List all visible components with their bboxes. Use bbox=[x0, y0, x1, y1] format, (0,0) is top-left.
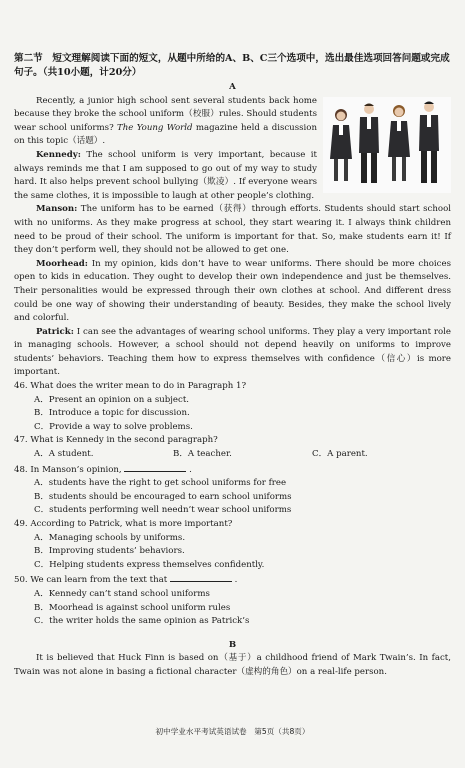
patrick-name: Patrick: bbox=[36, 326, 74, 337]
page-content bbox=[14, 52, 451, 680]
option-c[interactable]: C．A parent. bbox=[312, 449, 368, 460]
question-46 bbox=[14, 380, 451, 434]
passage-a-letter: A bbox=[229, 82, 236, 92]
kennedy-name: Kennedy: bbox=[36, 149, 81, 160]
option-b[interactable]: B．A teacher. bbox=[173, 449, 232, 460]
question-number: 46. bbox=[14, 381, 28, 392]
question-47 bbox=[14, 434, 451, 461]
question-number: 48. bbox=[14, 464, 28, 475]
option-c[interactable]: C．students performing well needn’t wear school uniforms bbox=[34, 505, 292, 516]
option-c[interactable]: C．the writer holds the same opinion as Patrick’s bbox=[34, 616, 250, 627]
section-heading bbox=[14, 52, 451, 80]
question-text-end: . bbox=[186, 464, 192, 475]
passage-b-letter: B bbox=[228, 639, 237, 650]
moorhead-text: In my opinion, kids don’t have to wear uniforms. There should be more choices open to kids in education. They ought to develop their own independence and just be themselves. Their personalities would be expressed through their own clothes at school. And different dress could be one way of showing their understanding of beauty. Besides, they make the school lively and colorful. bbox=[14, 258, 451, 324]
students-illustration bbox=[323, 97, 451, 193]
intro-part-1: Recently, a junior high school sent several students back home because they broke the school uniform（校服）rules. Should students wear school uniforms? bbox=[14, 95, 317, 133]
patrick-paragraph bbox=[14, 326, 451, 380]
question-stem bbox=[14, 434, 451, 448]
question-text: What does the writer mean to do in Paragraph 1? bbox=[30, 381, 247, 392]
kennedy-text: The school uniform is very important, because it always reminds me that I am supposed to go out of my way to study hard. It also helps prevent school bullying（欺凌）. If everyone wears the same clothes, it is impossible to laugh at other people’s clothing. bbox=[14, 149, 317, 201]
intro-part-2: magazine held a discussion on this topic（话题）. bbox=[14, 122, 317, 147]
page-footer: 初中学业水平考试英语试卷 第5页（共8页） bbox=[155, 727, 310, 736]
question-text: In Manson’s opinion, bbox=[30, 464, 125, 475]
patrick-text: I can see the advantages of wearing school uniforms. They play a very important role in managing schools. However, a school should not depend heavily on uniforms to improve students’ behaviors. Teaching them how to express themselves with confidence（信心）is more important. bbox=[14, 326, 451, 378]
option-a[interactable]: A．A student. bbox=[34, 449, 94, 460]
students-uniform-photo bbox=[323, 97, 451, 193]
question-text: We can learn from the text that bbox=[30, 575, 170, 586]
question-stem bbox=[14, 572, 451, 588]
option-c[interactable]: C．Helping students express themselves confidently. bbox=[34, 559, 265, 570]
question-stem bbox=[14, 462, 451, 478]
question-number: 49. bbox=[14, 519, 28, 529]
option-a[interactable]: A．Present an opinion on a subject. bbox=[34, 394, 190, 405]
question-stem bbox=[14, 518, 451, 532]
question-number: 47. bbox=[14, 435, 28, 446]
question-text-end: . bbox=[231, 575, 238, 586]
question-49 bbox=[14, 518, 451, 572]
option-b[interactable]: B．Improving students’ behaviors. bbox=[34, 546, 185, 557]
question-text: What is Kennedy in the second paragraph? bbox=[30, 435, 218, 446]
section-instructions: 阅读下面的短文，从题中所给的A、B、C三个选项中，选出最佳选项回答问题或完成句子。（共10小题，计20分） bbox=[14, 53, 450, 78]
question-50 bbox=[14, 572, 451, 628]
option-a[interactable]: A．students have the right to get school uniforms for free bbox=[34, 478, 287, 489]
question-text: According to Patrick, what is more important? bbox=[30, 519, 233, 529]
passage-b-text: It is believed that Huck Finn is based on（基于）a childhood friend of Mark Twain’s. In fact, Twain was not alone in basing a fictional character（虚构的角色）on a real-life person. bbox=[14, 653, 451, 677]
answer-blank bbox=[170, 572, 232, 582]
option-b[interactable]: B．Introduce a topic for discussion. bbox=[34, 408, 190, 419]
question-number: 50. bbox=[14, 575, 28, 586]
option-b[interactable]: B．students should be encouraged to earn school uniforms bbox=[34, 491, 292, 502]
options-row bbox=[14, 448, 451, 462]
option-b[interactable]: B．Moorhead is against school uniform rules bbox=[34, 602, 231, 613]
question-stem bbox=[14, 380, 451, 394]
magazine-name: The Young World bbox=[117, 122, 193, 133]
section-title: 第二节 短文理解 bbox=[14, 53, 91, 64]
moorhead-name: Moorhead: bbox=[36, 258, 88, 269]
answer-blank bbox=[124, 462, 186, 472]
option-a[interactable]: A．Managing schools by uniforms. bbox=[34, 532, 186, 543]
option-c[interactable]: C．Provide a way to solve problems. bbox=[34, 421, 193, 432]
manson-name: Manson: bbox=[36, 204, 78, 215]
option-a[interactable]: A．Kennedy can’t stand school uniforms bbox=[34, 588, 210, 599]
manson-text: The uniform has to be earned（获得）through efforts. Students should start school with no uniforms. As they make progress at school, they start wearing it. I always think children need to be proud of their school. The uniform is important for that. So, make students earn it! If they don’t perform well, they should not be allowed to get one. bbox=[14, 204, 451, 256]
question-48 bbox=[14, 462, 451, 518]
manson-paragraph bbox=[14, 203, 451, 257]
moorhead-paragraph bbox=[14, 258, 451, 326]
